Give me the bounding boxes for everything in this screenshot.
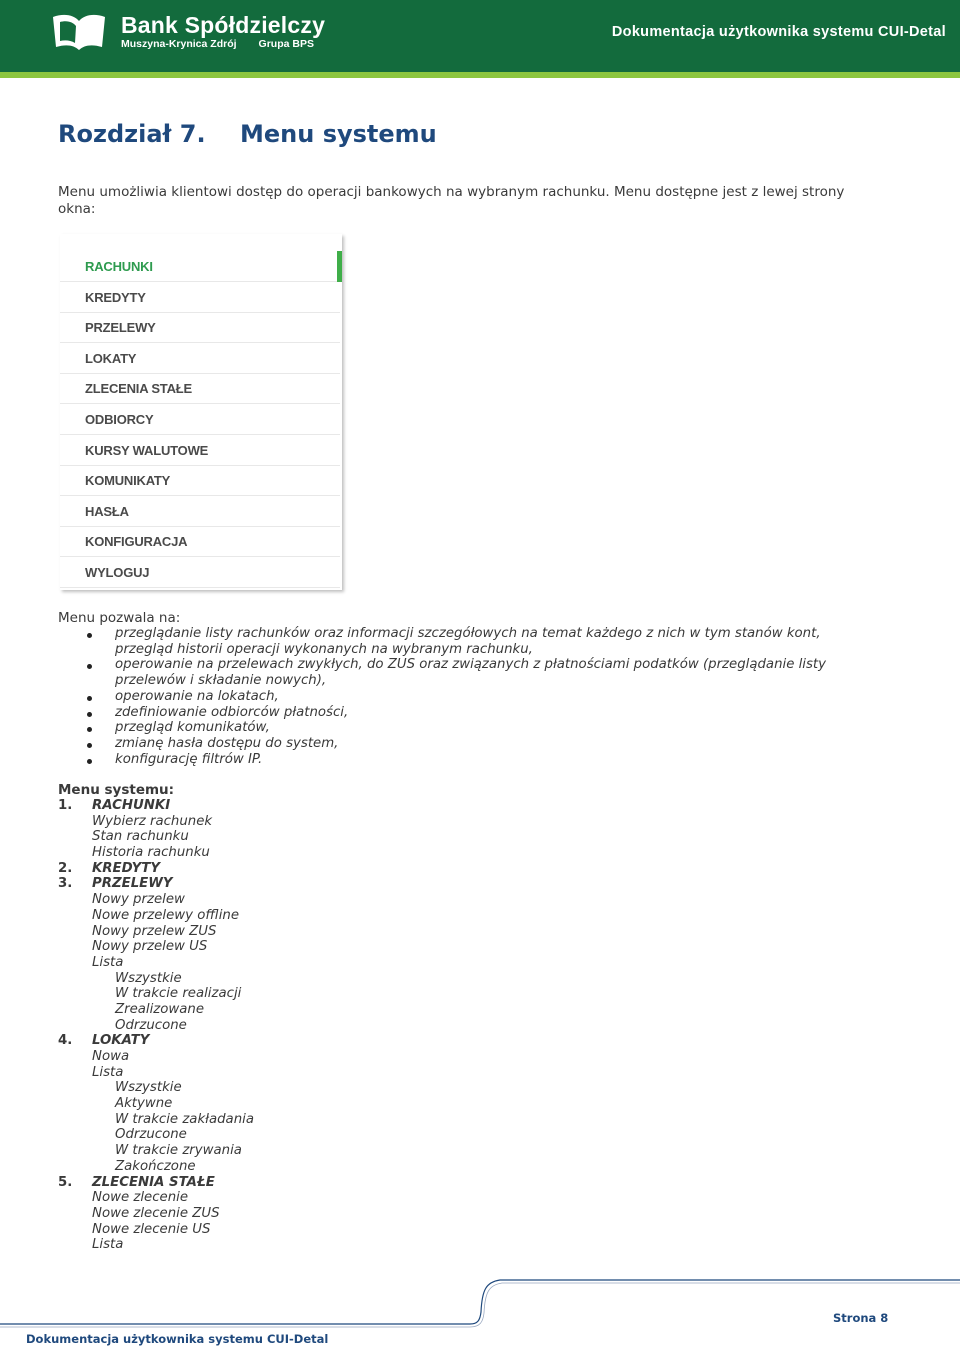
tree-label: PRZELEWY (92, 876, 173, 892)
tree-item (58, 1237, 658, 1253)
tree-item (58, 955, 658, 971)
chapter-number: Rozdział 7. (58, 120, 206, 148)
brand-name: Bank Spółdzielczy (121, 12, 326, 38)
menu-item-hasła[interactable]: HASŁA (60, 496, 340, 527)
tree-label: LOKATY (92, 1033, 150, 1049)
feature-list (58, 626, 878, 767)
tree-item (58, 1159, 658, 1175)
list-item: przeglądanie listy rachunków oraz informacji szczegółowych na temat każdego z nich w tym stanów kont, (58, 626, 878, 642)
tree-label: Zakończone (115, 1158, 196, 1174)
tree-item (58, 1206, 658, 1222)
header-accent-strip (0, 72, 960, 78)
tree-section-number: 4. (58, 1033, 73, 1049)
list-item: przegląd historii operacji wykonanych na wybranym rachunku, (115, 641, 533, 657)
header-doc-title: Dokumentacja użytkownika systemu CUI-Detal (611, 24, 946, 40)
list-item: zmianę hasła dostępu do system, (58, 736, 878, 752)
menu-item-lokaty[interactable]: LOKATY (60, 343, 340, 374)
tree-label: Nowe zlecenie (92, 1190, 189, 1206)
footer-divider (0, 1276, 960, 1336)
tree-item (58, 1112, 658, 1128)
tree-label: Nowy przelew (92, 892, 185, 908)
tree-label: Lista (92, 1237, 124, 1253)
chapter-title: Menu systemu (240, 120, 437, 148)
tree-label: RACHUNKI (92, 798, 171, 813)
tree-label: Historia rachunku (92, 845, 210, 861)
menu-item-kursy-walutowe[interactable]: KURSY WALUTOWE (60, 435, 340, 466)
brand-group: Grupa BPS (258, 38, 314, 50)
tree-item (58, 1018, 658, 1034)
tree-item (58, 924, 658, 940)
tree-item (58, 1222, 658, 1238)
page-header (0, 0, 960, 72)
tree-item (58, 1049, 658, 1065)
tree-item (58, 1065, 658, 1081)
brand-subtitle (121, 38, 314, 50)
menu-item-komunikaty[interactable]: KOMUNIKATY (60, 465, 340, 496)
footer-doc-title: Dokumentacja użytkownika systemu CUI-Detal (26, 1332, 329, 1346)
tree-item (58, 939, 658, 955)
menu-item-odbiorcy[interactable]: ODBIORCY (60, 404, 340, 435)
tree-item (58, 971, 658, 987)
tree-label: Wybierz rachunek (92, 813, 213, 829)
list-item: operowanie na lokatach, (58, 689, 878, 705)
tree-label: Nowe zlecenie US (92, 1221, 211, 1237)
tree-item (58, 1127, 658, 1143)
tree-label: Wszystkie (115, 1080, 182, 1096)
tree-label: Aktywne (115, 1096, 173, 1112)
tree-item (58, 1080, 658, 1096)
tree-label: Nowy przelew ZUS (92, 923, 217, 939)
tree-label: W trakcie zrywania (115, 1143, 242, 1159)
tree-label: Lista (92, 1064, 124, 1080)
tree-item (58, 829, 658, 845)
system-menu-title: Menu systemu: (58, 782, 175, 798)
tree-label: Lista (92, 954, 124, 970)
tree-section-number: 3. (58, 876, 73, 892)
tree-label: Odrzucone (115, 1127, 187, 1143)
list-item: operowanie na przelewach zwykłych, do ZUS oraz związanych z płatnościami podatków (przeglądanie listy (58, 657, 878, 673)
tree-item (58, 814, 658, 830)
menu-item-zlecenia-stałe[interactable]: ZLECENIA STAŁE (60, 373, 340, 404)
tree-label: Odrzucone (115, 1017, 187, 1033)
menu-screenshot (60, 234, 342, 590)
tree-section (58, 861, 658, 877)
tree-section-number: 1. (58, 798, 73, 813)
tree-label: W trakcie zakładania (115, 1111, 254, 1127)
tree-item (58, 1190, 658, 1206)
list-item: zdefiniowanie odbiorców płatności, (58, 705, 878, 721)
tree-label: Nowe przelewy offline (92, 907, 240, 923)
tree-section (58, 876, 658, 892)
tree-label: ZLECENIA STAŁE (92, 1174, 215, 1190)
tree-item (58, 1143, 658, 1159)
tree-section (58, 1033, 658, 1049)
tree-label: Stan rachunku (92, 829, 189, 845)
tree-item (58, 845, 658, 861)
tree-label: Zrealizowane (115, 1001, 205, 1017)
tree-item (58, 892, 658, 908)
tree-item (58, 908, 658, 924)
tree-section (58, 798, 658, 814)
tree-label: Nowe zlecenie ZUS (92, 1205, 220, 1221)
tree-item (58, 1002, 658, 1018)
tree-label: Wszystkie (115, 970, 182, 986)
tree-label: Nowy przelew US (92, 939, 208, 955)
tree-label: KREDYTY (92, 860, 160, 876)
menu-item-wyloguj[interactable]: WYLOGUJ (60, 557, 340, 588)
tree-section-number: 2. (58, 860, 73, 876)
allows-title: Menu pozwala na: (58, 610, 181, 626)
intro-paragraph: Menu umożliwia klientowi dostęp do operacji bankowych na wybranym rachunku. Menu dostępne jest z lewej strony okna: (58, 184, 845, 217)
list-item: przelewów i składanie nowych), (115, 673, 327, 689)
chapter-heading (58, 120, 437, 148)
tree-item (58, 1096, 658, 1112)
menu-item-kredyty[interactable]: KREDYTY (60, 282, 340, 313)
list-item: konfigurację filtrów IP. (58, 752, 878, 768)
list-item: przegląd komunikatów, (58, 720, 878, 736)
system-menu-tree (58, 798, 658, 1253)
tree-section (58, 1175, 658, 1191)
tree-label: W trakcie realizacji (115, 986, 242, 1002)
tree-label: Nowa (92, 1049, 130, 1064)
menu-item-rachunki[interactable]: RACHUNKI (60, 251, 340, 282)
tree-section-number: 5. (58, 1174, 73, 1190)
brand-location: Muszyna-Krynica Zdrój (121, 38, 237, 50)
page-number: Strona 8 (833, 1311, 889, 1325)
tree-item (58, 986, 658, 1002)
menu-item-przelewy[interactable]: PRZELEWY (60, 312, 340, 343)
menu-item-konfiguracja[interactable]: KONFIGURACJA (60, 526, 340, 557)
book-logo-icon (50, 13, 108, 51)
